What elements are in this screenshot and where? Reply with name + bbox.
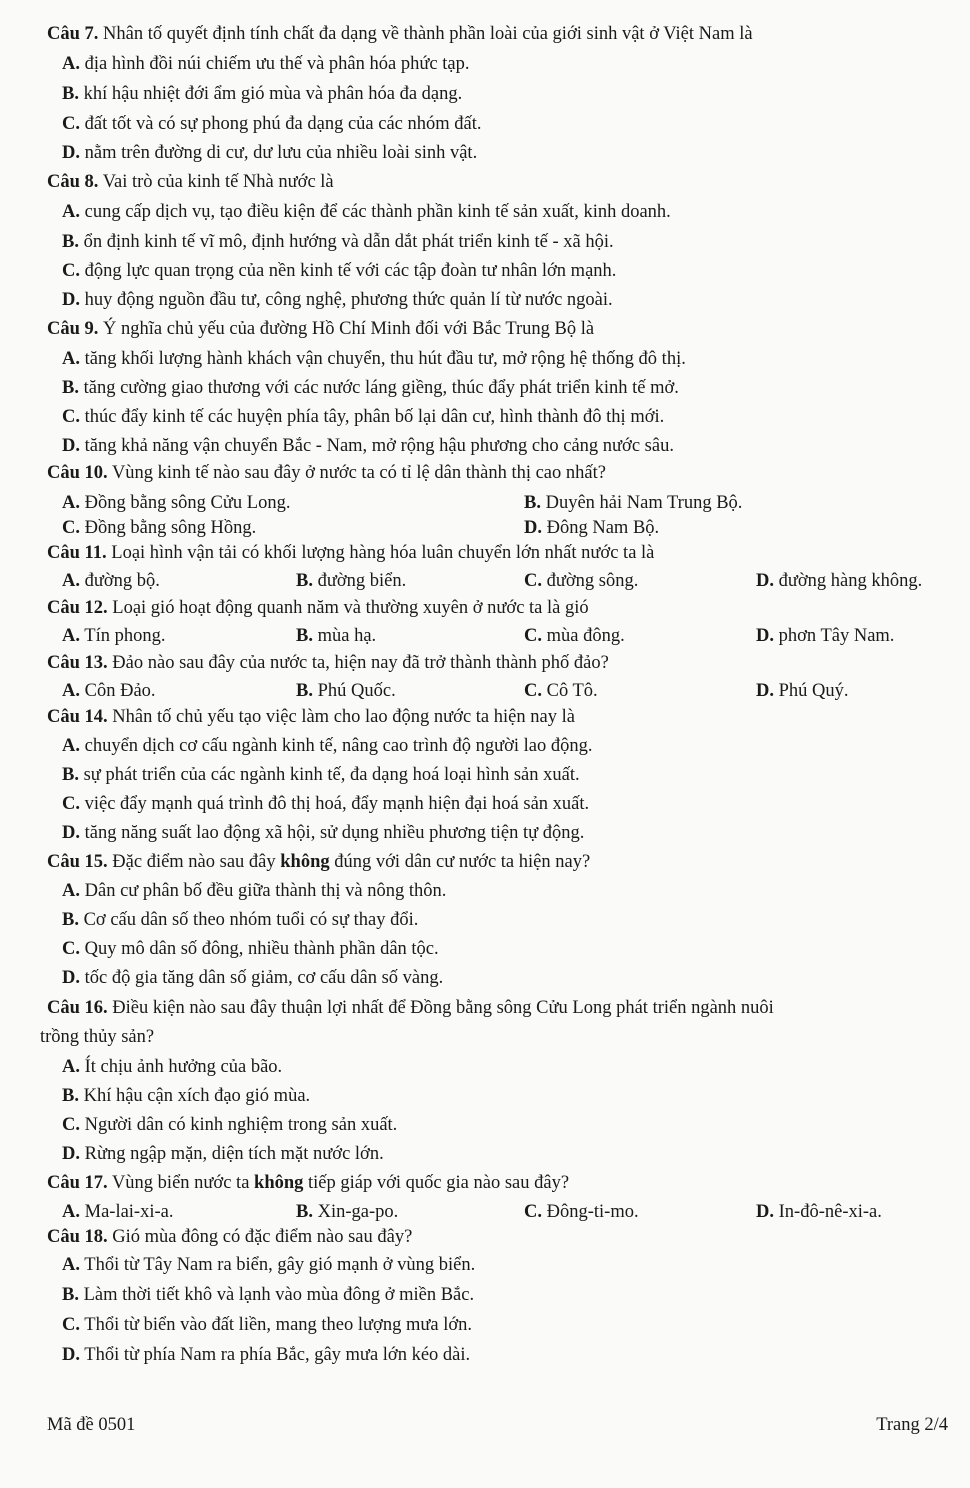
question-17-option-a: A. Ma-lai-xi-a.: [62, 1202, 174, 1222]
question-18-option-b: B. Làm thời tiết khô và lạnh vào mùa đông ở miền Bắc.: [62, 1285, 475, 1305]
question-8-option-d: D. huy động nguồn đầu tư, công nghệ, phương thức quản lí từ nước ngoài.: [62, 290, 613, 310]
question-13-option-d: D. Phú Quý.: [756, 681, 849, 701]
question-7-option-b: B. khí hậu nhiệt đới ẩm gió mùa và phân hóa đa dạng.: [62, 84, 463, 104]
question-7-option-a: A. địa hình đồi núi chiếm ưu thế và phân hóa phức tạp.: [62, 54, 470, 74]
question-16-option-b: B. Khí hậu cận xích đạo gió mùa.: [62, 1086, 311, 1106]
question-10-option-c: C. Đồng bằng sông Hồng.: [62, 518, 257, 538]
question-17-option-b: B. Xin-ga-po.: [296, 1202, 399, 1222]
question-11-option-b: B. đường biển.: [296, 571, 407, 591]
question-16: Câu 16. Điều kiện nào sau đây thuận lợi nhất để Đồng bằng sông Cửu Long phát triển ngành nuôi: [47, 998, 774, 1018]
question-7-option-c: C. đất tốt và có sự phong phú đa dạng của các nhóm đất.: [62, 114, 482, 134]
question-16-continuation: trồng thủy sản?: [40, 1027, 155, 1047]
question-18-option-a: A. Thổi từ Tây Nam ra biển, gây gió mạnh ở vùng biển.: [62, 1255, 476, 1275]
question-12-option-b: B. mùa hạ.: [296, 626, 377, 646]
question-11-option-c: C. đường sông.: [524, 571, 639, 591]
question-10: Câu 10. Vùng kinh tế nào sau đây ở nước ta có tỉ lệ dân thành thị cao nhất?: [47, 463, 606, 483]
question-13-option-b: B. Phú Quốc.: [296, 681, 396, 701]
question-14-option-b: B. sự phát triển của các ngành kinh tế, đa dạng hoá loại hình sản xuất.: [62, 765, 580, 785]
question-16-option-c: C. Người dân có kinh nghiệm trong sản xuất.: [62, 1115, 398, 1135]
question-10-option-d: D. Đông Nam Bộ.: [524, 518, 660, 538]
question-18: Câu 18. Gió mùa đông có đặc điểm nào sau đây?: [47, 1227, 413, 1247]
question-15-option-a: A. Dân cư phân bố đều giữa thành thị và nông thôn.: [62, 881, 447, 901]
question-13-option-c: C. Cô Tô.: [524, 681, 598, 701]
question-11-option-d: D. đường hàng không.: [756, 571, 923, 591]
question-12: Câu 12. Loại gió hoạt động quanh năm và thường xuyên ở nước ta là gió: [47, 598, 589, 618]
question-10-option-a: A. Đồng bằng sông Cửu Long.: [62, 493, 291, 513]
question-17-option-d: D. In-đô-nê-xi-a.: [756, 1202, 882, 1222]
question-7: Câu 7. Nhân tố quyết định tính chất đa dạng về thành phần loài của giới sinh vật ở Việt Nam là: [47, 24, 753, 44]
question-16-option-a: A. Ít chịu ảnh hưởng của bão.: [62, 1057, 283, 1077]
question-16-option-d: D. Rừng ngập mặn, diện tích mặt nước lớn.: [62, 1144, 384, 1164]
question-8: Câu 8. Vai trò của kinh tế Nhà nước là: [47, 172, 334, 192]
question-13-option-a: A. Côn Đảo.: [62, 681, 156, 701]
question-12-option-c: C. mùa đông.: [524, 626, 625, 646]
question-9-option-a: A. tăng khối lượng hành khách vận chuyển, thu hút đầu tư, mở rộng hệ thống đô thị.: [62, 349, 686, 369]
question-12-option-a: A. Tín phong.: [62, 626, 166, 646]
question-15-option-d: D. tốc độ gia tăng dân số giảm, cơ cấu dân số vàng.: [62, 968, 444, 988]
question-8-option-b: B. ổn định kinh tế vĩ mô, định hướng và dẫn dắt phát triển kinh tế - xã hội.: [62, 232, 614, 252]
question-15-option-c: C. Quy mô dân số đông, nhiều thành phần dân tộc.: [62, 939, 439, 959]
question-11-option-a: A. đường bộ.: [62, 571, 160, 591]
question-9-option-c: C. thúc đẩy kinh tế các huyện phía tây, phân bố lại dân cư, hình thành đô thị mới.: [62, 407, 665, 427]
question-17-option-c: C. Đông-ti-mo.: [524, 1202, 639, 1222]
question-10-option-b: B. Duyên hải Nam Trung Bộ.: [524, 493, 743, 513]
question-9-option-d: D. tăng khả năng vận chuyển Bắc - Nam, mở rộng hậu phương cho cảng nước sâu.: [62, 436, 674, 456]
question-17: Câu 17. Vùng biển nước ta không tiếp giáp với quốc gia nào sau đây?: [47, 1173, 570, 1193]
question-15-option-b: B. Cơ cấu dân số theo nhóm tuổi có sự thay đổi.: [62, 910, 419, 930]
question-14-option-a: A. chuyển dịch cơ cấu ngành kinh tế, nâng cao trình độ người lao động.: [62, 736, 593, 756]
question-18-option-d: D. Thổi từ phía Nam ra phía Bắc, gây mưa lớn kéo dài.: [62, 1345, 471, 1365]
exam-code: Mã đề 0501: [47, 1415, 136, 1435]
question-14-option-c: C. việc đẩy mạnh quá trình đô thị hoá, đẩy mạnh hiện đại hoá sản xuất.: [62, 794, 590, 814]
question-18-option-c: C. Thổi từ biển vào đất liền, mang theo lượng mưa lớn.: [62, 1315, 473, 1335]
question-11: Câu 11. Loại hình vận tải có khối lượng hàng hóa luân chuyển lớn nhất nước ta là: [47, 543, 655, 563]
question-8-option-a: A. cung cấp dịch vụ, tạo điều kiện để các thành phần kinh tế sản xuất, kinh doanh.: [62, 202, 671, 222]
question-14: Câu 14. Nhân tố chủ yếu tạo việc làm cho lao động nước ta hiện nay là: [47, 707, 575, 727]
question-15: Câu 15. Đặc điểm nào sau đây không đúng với dân cư nước ta hiện nay?: [47, 852, 591, 872]
question-9: Câu 9. Ý nghĩa chủ yếu của đường Hồ Chí Minh đối với Bắc Trung Bộ là: [47, 319, 595, 339]
question-7-option-d: D. nằm trên đường di cư, dư lưu của nhiều loài sinh vật.: [62, 143, 478, 163]
question-13: Câu 13. Đảo nào sau đây của nước ta, hiện nay đã trở thành thành phố đảo?: [47, 653, 609, 673]
question-8-option-c: C. động lực quan trọng của nền kinh tế với các tập đoàn tư nhân lớn mạnh.: [62, 261, 617, 281]
page-number: Trang 2/4: [876, 1415, 948, 1435]
question-12-option-d: D. phơn Tây Nam.: [756, 626, 895, 646]
question-9-option-b: B. tăng cường giao thương với các nước láng giềng, thúc đẩy phát triển kinh tế mở.: [62, 378, 679, 398]
question-14-option-d: D. tăng năng suất lao động xã hội, sử dụng nhiều phương tiện tự động.: [62, 823, 585, 843]
